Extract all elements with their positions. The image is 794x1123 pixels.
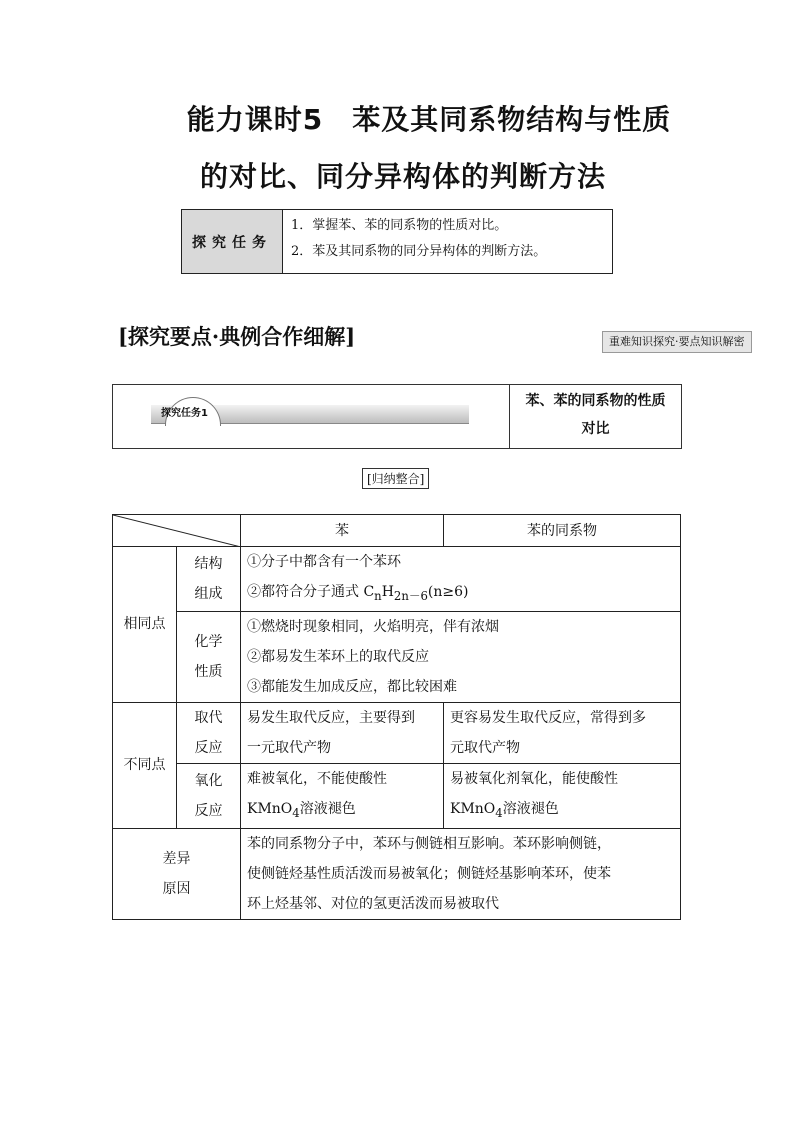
task-items (283, 210, 612, 273)
explore-task-label: 探究任务1 (161, 408, 208, 419)
cell-line (247, 794, 437, 828)
label-line: 反应 (194, 802, 223, 819)
label-line: 化学 (194, 633, 223, 650)
substitution-homolog (444, 702, 681, 763)
label-line: 取代 (194, 709, 223, 726)
formula-sub: 2n－6 (393, 588, 428, 603)
chemical-item-1: ①燃烧时现象相同，火焰明亮，伴有浓烟 (247, 618, 499, 635)
formula-sub: n (374, 588, 382, 603)
task-box (181, 209, 613, 274)
structure-content (241, 547, 681, 612)
formula-part: KMnO (247, 800, 293, 817)
task-item-1: 1．掌握苯、苯的同系物的性质对比。 (291, 218, 508, 233)
cell-line: 元取代产物 (450, 739, 520, 756)
page-title-line-1: 能力课时5 苯及其同系物结构与性质 (186, 103, 672, 136)
summary-label: [归纳整合] (362, 468, 429, 489)
explore-task-title (509, 385, 681, 448)
explore-title-line-2: 对比 (581, 421, 610, 437)
row-label-reason (113, 828, 241, 919)
row-group-diff: 不同点 (113, 702, 177, 828)
task-label: 探究任务 (182, 210, 283, 273)
explore-title-line-1: 苯、苯的同系物的性质 (525, 393, 666, 409)
explore-task-banner (112, 384, 682, 449)
label-line: 性质 (194, 663, 223, 680)
chemical-item-3: ③都能发生加成反应，都比较困难 (247, 678, 457, 695)
label-line: 氧化 (194, 772, 223, 789)
diagonal-header-cell (113, 515, 241, 547)
oxidation-homolog (444, 763, 681, 828)
cell-line: 环上烃基邻、对位的氢更活泼而易被取代 (247, 895, 499, 912)
page-title-line-2: 的对比、同分异构体的判断方法 (199, 160, 606, 193)
section-tag: 重难知识探究·要点知识解密 (602, 331, 752, 353)
table-row (113, 611, 681, 702)
header-homolog: 苯的同系物 (444, 515, 681, 547)
header-benzene: 苯 (241, 515, 444, 547)
structure-item-2 (247, 577, 674, 611)
label-line: 差异 (162, 850, 191, 867)
table-row (113, 547, 681, 612)
task-item-2: 2．苯及其同系物的同分异构体的判断方法。 (291, 244, 547, 259)
table-header-row (113, 515, 681, 547)
row-label-chemical (177, 611, 241, 702)
formula-sub: 4 (495, 805, 503, 820)
table-row (113, 702, 681, 763)
cell-line: 苯的同系物分子中，苯环与侧链相互影响。苯环影响侧链， (247, 835, 611, 852)
formula-part: (n≥6) (427, 584, 469, 600)
row-label-oxidation (177, 763, 241, 828)
formula-part: ②都符合分子通式 C (247, 584, 375, 600)
label-line: 反应 (194, 739, 223, 756)
chemical-item-2: ②都易发生苯环上的取代反应 (247, 648, 429, 665)
cell-line: 使侧链烃基性质活泼而易被氧化；侧链烃基影响苯环，使苯 (247, 865, 611, 882)
substitution-benzene (241, 702, 444, 763)
formula-part: 溶液褪色 (502, 800, 559, 817)
cell-line: 难被氧化，不能使酸性 (247, 770, 387, 787)
formula-part: 溶液褪色 (299, 800, 356, 817)
cell-line: 更容易发生取代反应，常得到多 (450, 709, 646, 726)
section-heading: [探究要点·典例合作细解] (118, 324, 356, 349)
table-row (113, 763, 681, 828)
row-group-same: 相同点 (113, 547, 177, 703)
label-line: 结构 (194, 555, 223, 572)
formula-part: H (381, 584, 394, 600)
comparison-table (112, 514, 681, 920)
chemical-content (241, 611, 681, 702)
label-line: 原因 (162, 880, 191, 897)
cell-line: 一元取代产物 (247, 739, 331, 756)
row-label-substitution (177, 702, 241, 763)
oxidation-benzene (241, 763, 444, 828)
row-label-structure (177, 547, 241, 612)
diagonal-line (113, 515, 241, 547)
cell-line: 易发生取代反应，主要得到 (247, 709, 415, 726)
label-line: 组成 (194, 585, 223, 602)
structure-item-1: ①分子中都含有一个苯环 (247, 554, 401, 570)
reason-content (241, 828, 681, 919)
formula-sub: 4 (292, 805, 300, 820)
formula-part: KMnO (450, 800, 496, 817)
cell-line (450, 794, 674, 828)
cell-line: 易被氧化剂氧化，能使酸性 (450, 770, 618, 787)
table-row (113, 828, 681, 919)
